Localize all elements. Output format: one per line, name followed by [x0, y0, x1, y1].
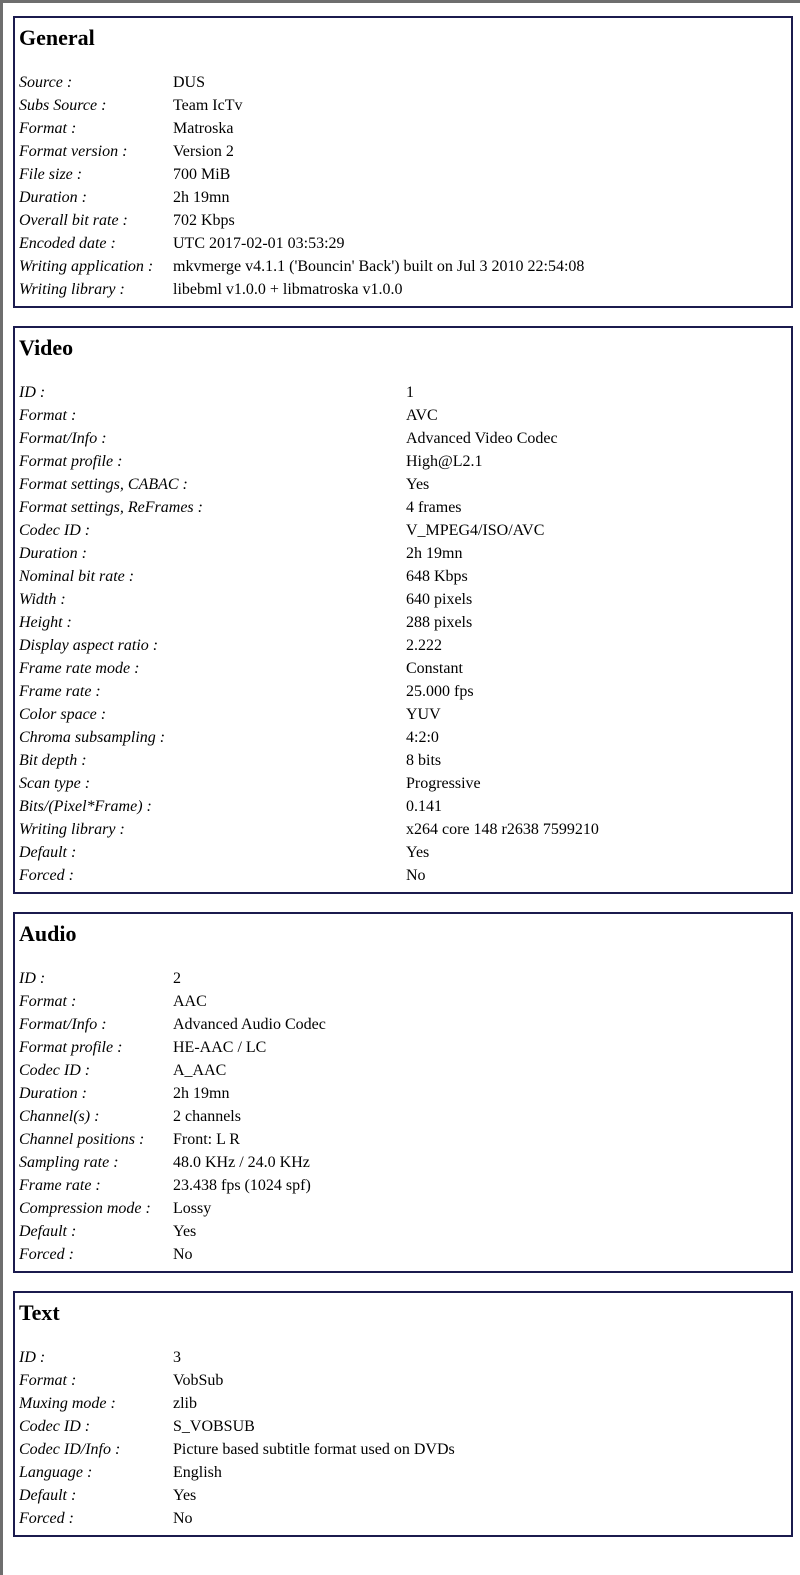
- row-label: Chroma subsampling :: [19, 729, 166, 746]
- row-label: Codec ID/Info :: [19, 1441, 121, 1458]
- row-label: Format/Info :: [19, 430, 107, 447]
- row-label: ID :: [19, 384, 46, 401]
- row-value: 48.0 KHz / 24.0 KHz: [173, 1154, 310, 1171]
- row-label: Display aspect ratio :: [19, 637, 159, 654]
- row-value: No: [173, 1510, 193, 1527]
- row-value: Front: L R: [173, 1131, 240, 1148]
- info-row: [19, 1438, 787, 1461]
- info-row: [19, 163, 787, 186]
- info-row: [19, 1128, 787, 1151]
- section-rows: [19, 71, 787, 301]
- row-label: ID :: [19, 970, 46, 987]
- row-value: S_VOBSUB: [173, 1418, 255, 1435]
- info-row: [19, 1392, 787, 1415]
- row-value: 25.000 fps: [406, 683, 474, 700]
- row-label: ID :: [19, 1349, 46, 1366]
- row-value: Yes: [173, 1487, 197, 1504]
- info-row: [19, 94, 787, 117]
- row-label: Codec ID :: [19, 522, 91, 539]
- row-value: mkvmerge v4.1.1 ('Bouncin' Back') built on Jul 3 2010 22:54:08: [173, 258, 585, 275]
- row-value: HE-AAC / LC: [173, 1039, 267, 1056]
- row-value: 288 pixels: [406, 614, 473, 631]
- row-label: Color space :: [19, 706, 107, 723]
- row-value: Constant: [406, 660, 463, 677]
- row-value: Team IcTv: [173, 97, 243, 114]
- info-row: [19, 450, 787, 473]
- row-label: Height :: [19, 614, 72, 631]
- row-label: Forced :: [19, 1246, 74, 1263]
- info-row: [19, 1082, 787, 1105]
- info-row: [19, 117, 787, 140]
- row-label: Forced :: [19, 867, 74, 884]
- info-row: [19, 1346, 787, 1369]
- info-row: [19, 680, 787, 703]
- section-rows: [19, 967, 787, 1266]
- info-row: [19, 1013, 787, 1036]
- info-row: [19, 1369, 787, 1392]
- info-row: [19, 864, 787, 887]
- row-label: Sampling rate :: [19, 1154, 119, 1171]
- section-general: [13, 16, 793, 308]
- row-label: Default :: [19, 1223, 77, 1240]
- row-label: Frame rate :: [19, 1177, 101, 1194]
- row-label: Channel positions :: [19, 1131, 145, 1148]
- row-value: 3: [173, 1349, 181, 1366]
- row-label: Format profile :: [19, 1039, 123, 1056]
- row-label: Forced :: [19, 1510, 74, 1527]
- info-row: [19, 967, 787, 990]
- row-value: 640 pixels: [406, 591, 473, 608]
- info-row: [19, 473, 787, 496]
- row-value: Yes: [406, 844, 430, 861]
- row-value: English: [173, 1464, 222, 1481]
- row-label: Source :: [19, 74, 73, 91]
- row-label: Nominal bit rate :: [19, 568, 135, 585]
- info-row: [19, 519, 787, 542]
- info-row: [19, 703, 787, 726]
- info-row: [19, 542, 787, 565]
- row-value: 4 frames: [406, 499, 462, 516]
- info-row: [19, 1151, 787, 1174]
- row-value: 2.222: [406, 637, 442, 654]
- row-label: Default :: [19, 844, 77, 861]
- row-value: Yes: [173, 1223, 197, 1240]
- row-value: zlib: [173, 1395, 197, 1412]
- row-value: Yes: [406, 476, 430, 493]
- row-value: AAC: [173, 993, 207, 1010]
- row-label: Format/Info :: [19, 1016, 107, 1033]
- row-value: 2h 19mn: [173, 189, 230, 206]
- info-row: [19, 1461, 787, 1484]
- info-row: [19, 381, 787, 404]
- row-label: Writing application :: [19, 258, 154, 275]
- info-row: [19, 565, 787, 588]
- row-value: Advanced Audio Codec: [173, 1016, 326, 1033]
- info-row: [19, 726, 787, 749]
- row-value: 2h 19mn: [406, 545, 463, 562]
- info-row: [19, 1415, 787, 1438]
- row-label: Encoded date :: [19, 235, 116, 252]
- row-label: Format settings, CABAC :: [19, 476, 188, 493]
- info-row: [19, 1197, 787, 1220]
- row-value: Lossy: [173, 1200, 212, 1217]
- row-label: Format profile :: [19, 453, 123, 470]
- row-value: YUV: [406, 706, 441, 723]
- row-label: Scan type :: [19, 775, 91, 792]
- row-label: Duration :: [19, 189, 87, 206]
- info-row: [19, 1105, 787, 1128]
- row-label: Writing library :: [19, 281, 125, 298]
- row-label: Format settings, ReFrames :: [19, 499, 203, 516]
- info-row: [19, 404, 787, 427]
- section-text: [13, 1291, 793, 1537]
- row-label: Bits/(Pixel*Frame) :: [19, 798, 152, 815]
- row-value: 2h 19mn: [173, 1085, 230, 1102]
- row-label: Overall bit rate :: [19, 212, 128, 229]
- info-row: [19, 749, 787, 772]
- info-row: [19, 1059, 787, 1082]
- info-row: [19, 841, 787, 864]
- row-value: libebml v1.0.0 + libmatroska v1.0.0: [173, 281, 403, 298]
- row-value: High@L2.1: [406, 453, 483, 470]
- section-title: General: [19, 25, 95, 50]
- section-video: [13, 326, 793, 894]
- row-value: No: [406, 867, 426, 884]
- row-label: Subs Source :: [19, 97, 107, 114]
- row-label: Channel(s) :: [19, 1108, 100, 1125]
- info-row: [19, 1507, 787, 1530]
- row-value: Advanced Video Codec: [406, 430, 558, 447]
- info-row: [19, 990, 787, 1013]
- row-value: x264 core 148 r2638 7599210: [406, 821, 599, 838]
- info-row: [19, 232, 787, 255]
- row-label: Frame rate mode :: [19, 660, 140, 677]
- info-row: [19, 657, 787, 680]
- row-label: Writing library :: [19, 821, 125, 838]
- row-label: Muxing mode :: [19, 1395, 116, 1412]
- section-rows: [19, 1346, 787, 1530]
- row-label: File size :: [19, 166, 83, 183]
- row-label: Compression mode :: [19, 1200, 151, 1217]
- info-row: [19, 1220, 787, 1243]
- row-value: DUS: [173, 74, 206, 91]
- row-value: 0.141: [406, 798, 442, 815]
- info-row: [19, 1036, 787, 1059]
- row-label: Duration :: [19, 545, 87, 562]
- row-label: Default :: [19, 1487, 77, 1504]
- row-value: Picture based subtitle format used on DVDs: [173, 1441, 455, 1458]
- row-label: Width :: [19, 591, 66, 608]
- info-row: [19, 278, 787, 301]
- row-value: VobSub: [173, 1372, 224, 1389]
- row-value: Version 2: [173, 143, 234, 160]
- row-label: Codec ID :: [19, 1062, 91, 1079]
- info-row: [19, 255, 787, 278]
- row-label: Format :: [19, 120, 77, 137]
- row-value: No: [173, 1246, 193, 1263]
- section-title: Video: [19, 335, 74, 360]
- row-value: AVC: [406, 407, 438, 424]
- row-label: Language :: [19, 1464, 93, 1481]
- row-value: 700 MiB: [173, 166, 231, 183]
- row-value: 4:2:0: [406, 729, 439, 746]
- section-title: Text: [19, 1300, 60, 1325]
- section-rows: [19, 381, 787, 887]
- info-row: [19, 140, 787, 163]
- info-row: [19, 795, 787, 818]
- row-label: Codec ID :: [19, 1418, 91, 1435]
- info-row: [19, 186, 787, 209]
- info-row: [19, 1174, 787, 1197]
- row-value: 2 channels: [173, 1108, 241, 1125]
- row-value: Progressive: [406, 775, 481, 792]
- row-label: Format :: [19, 407, 77, 424]
- row-value: 648 Kbps: [406, 568, 468, 585]
- row-value: UTC 2017-02-01 03:53:29: [173, 235, 345, 252]
- row-label: Format version :: [19, 143, 128, 160]
- row-label: Bit depth :: [19, 752, 87, 769]
- row-value: 8 bits: [406, 752, 442, 769]
- row-value: 1: [406, 384, 414, 401]
- info-row: [19, 588, 787, 611]
- row-value: A_AAC: [173, 1062, 227, 1079]
- section-audio: [13, 912, 793, 1273]
- row-value: V_MPEG4/ISO/AVC: [406, 522, 545, 539]
- info-row: [19, 818, 787, 841]
- info-row: [19, 71, 787, 94]
- info-row: [19, 772, 787, 795]
- section-title: Audio: [19, 921, 77, 946]
- row-value: 702 Kbps: [173, 212, 235, 229]
- info-row: [19, 1484, 787, 1507]
- info-row: [19, 209, 787, 232]
- row-label: Frame rate :: [19, 683, 101, 700]
- mediainfo-report: [3, 3, 800, 1575]
- row-label: Duration :: [19, 1085, 87, 1102]
- info-row: [19, 1243, 787, 1266]
- info-row: [19, 427, 787, 450]
- row-label: Format :: [19, 1372, 77, 1389]
- info-row: [19, 611, 787, 634]
- info-row: [19, 634, 787, 657]
- row-value: 23.438 fps (1024 spf): [173, 1177, 311, 1194]
- row-value: Matroska: [173, 120, 234, 137]
- info-row: [19, 496, 787, 519]
- row-value: 2: [173, 970, 181, 987]
- row-label: Format :: [19, 993, 77, 1010]
